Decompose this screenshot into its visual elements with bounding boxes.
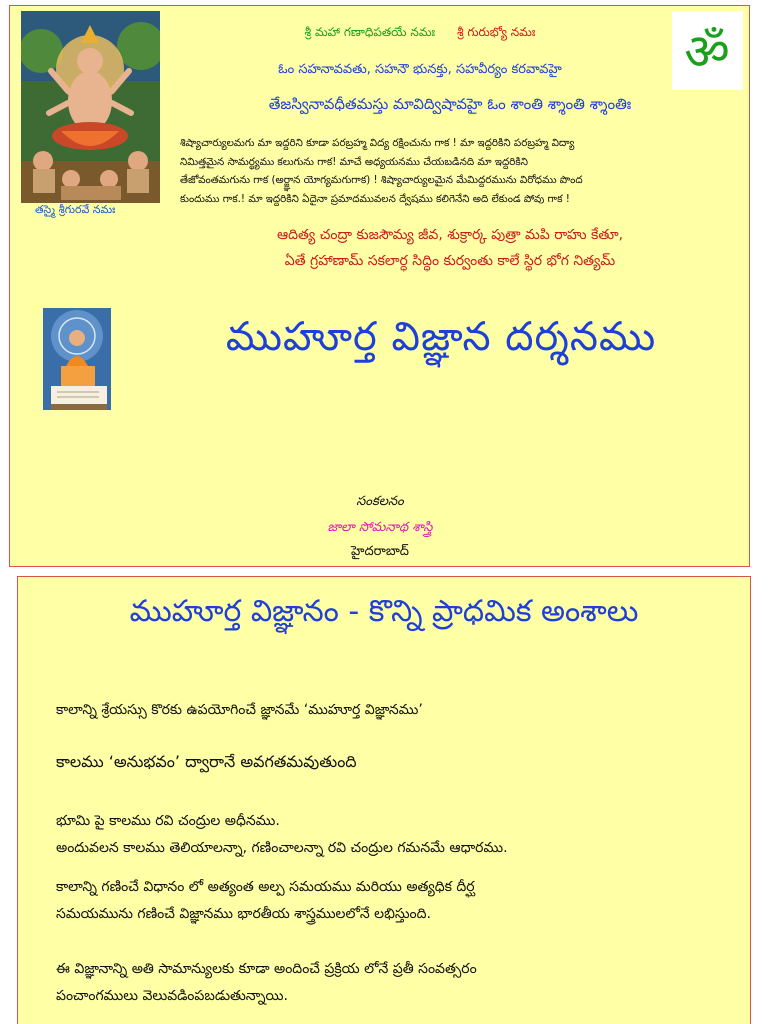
section-title: ముహూర్త విజ్ఞానం - కొన్ని ప్రాధమిక అంశాలు (129, 594, 639, 629)
paragraph-line: అందువలన కాలము తెలియాలన్నా, గణించాలన్నా రవి చంద్రుల గమనమే ఆధారము. (56, 840, 508, 856)
deity-image (21, 11, 160, 203)
shanti-mantra-line-2: తేజస్వినావధీతమస్తు మావిద్విషావహై ఓం శాంతి శ్శాంతి శ్శాంతిః (268, 95, 632, 113)
prayer-line: తేజోవంతమగును గాక (అర్జ్ఞాన యోగ్యమగుగాక) ! శిష్యాచార్యులమైన మేమిద్దరమును విరోధము పొంద (180, 174, 583, 186)
shanti-mantra-line-1: ఓం సహనావవతు, సహనౌ భునక్తు, సహవీర్యం కరవావహై (278, 62, 562, 77)
paragraph-sun-moon (56, 808, 508, 862)
place-name: హైదరాబాద్ (351, 544, 409, 559)
author-name: జాలా సోమనాథ శాస్త్రి (327, 520, 433, 535)
prayer-line: శిష్యాచార్యులమగు మా ఇద్దరిని కూడా పరబ్రహ్మ విద్య రక్షించును గాక ! మా ఇద్దరికిని పరబ్రహ్మ విద్యా (180, 137, 575, 149)
paragraph-panchangam (56, 956, 477, 1010)
paragraph-experience: కాలము ‘అనుభవం’ ద్వారానే అవగతమవుతుంది (56, 752, 357, 771)
invocation-ganapati: శ్రీ మహా గణాధిపతయే నమః (304, 25, 436, 39)
paragraph-line: కాలాన్ని గణించే విధానం లో అత్యంత అల్ప సమయము మరియు అత్యధిక దీర్ఘ (56, 879, 475, 895)
graha-shloka-line-2: ఏతే గ్రహాణామ్ సకలార్ధ సిద్ధిం కుర్వంతు కాలే స్థిర భోగ నిత్యమ్ (284, 253, 616, 269)
invocation-guru: శ్రీ గురుభ్యో నమః (456, 25, 536, 39)
graha-shloka-line-1: ఆదిత్య చంద్రా కుజసౌమ్య జీవ, శుక్రార్క పుత్రా మపి రాహు కేతూ, (276, 227, 624, 243)
paragraph-line: ఈ విజ్ఞానాన్ని అతి సామాన్యులకు కూడా అందించే ప్రక్రియ లోనే ప్రతీ సంవత్సరం (56, 961, 477, 977)
main-title: ముహూర్త విజ్ఞాన దర్శనము (225, 314, 657, 360)
paragraph-definition: కాలాన్ని శ్రేయస్సు కొరకు ఉపయోగించే జ్ఞానమే ‘ముహూర్త విజ్ఞానము’ (56, 702, 423, 718)
paragraph-line: సమయమును గణించే విజ్ఞానము భారతీయ శాస్త్రములలోనే లభిస్తుంది. (56, 906, 431, 922)
title-page-panel (9, 5, 750, 567)
paragraph-line: భూమి పై కాలము రవి చంద్రుల అధీనము. (56, 813, 280, 829)
prayer-line: కుందుము గాక.! మా ఇద్దరికిని ఏదైనా ప్రమాదమువలన ద్వేషము కలిగెనేని అది లేకుండ పోవు గాక ! (180, 192, 570, 205)
invocation-row (170, 25, 670, 42)
compiled-by-label: సంకలనం (356, 494, 404, 509)
om-icon (672, 11, 743, 90)
om-glyph: ॐ (684, 23, 730, 81)
prayer-meaning-paragraph (180, 134, 740, 208)
deity-caption: తస్మై శ్రీగురవే నమః (35, 203, 116, 216)
paragraph-time-measure (56, 874, 475, 928)
prayer-line: నిమిత్తమైన సామర్థ్యము కలుగును గాక! మాచే అధ్యయనము చేయబడినది మా ఇద్దరికిని (180, 155, 528, 168)
paragraph-line: పంచాంగములు వెలువడింపబడుతున్నాయి. (56, 988, 288, 1004)
astrologer-image (43, 308, 111, 410)
